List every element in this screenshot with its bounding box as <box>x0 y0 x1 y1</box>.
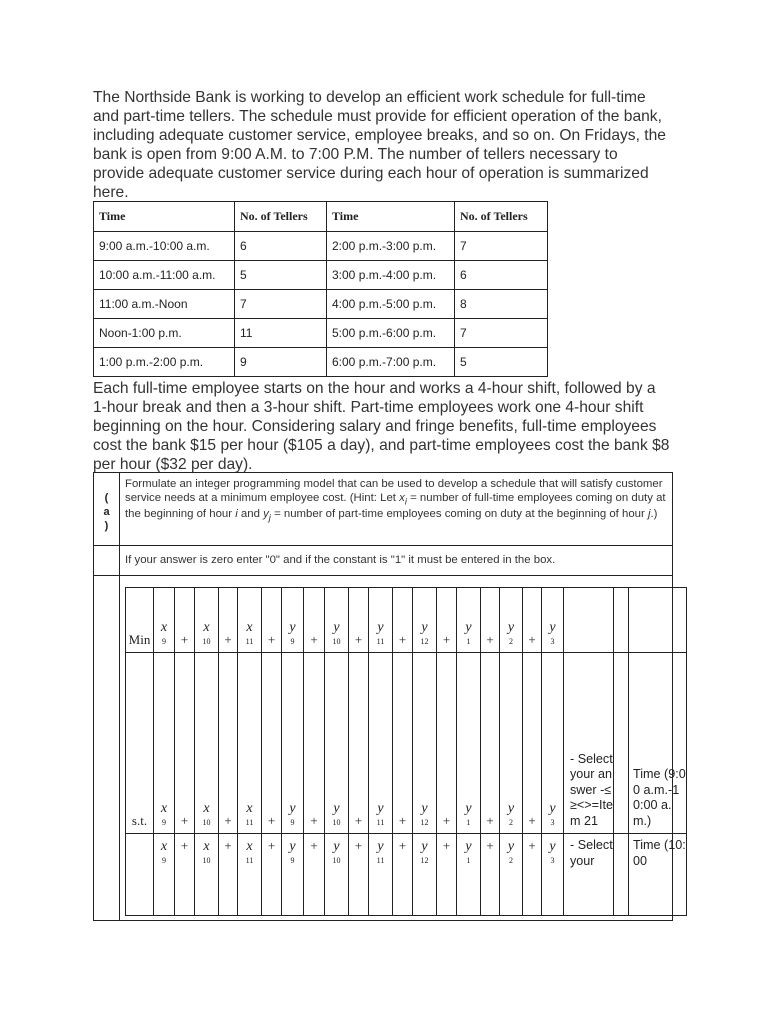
plus-cell <box>349 834 369 916</box>
label-char: ( <box>104 492 109 504</box>
var-symbol: y <box>549 801 556 816</box>
plus-cell <box>349 588 369 653</box>
plus-cell <box>349 653 369 834</box>
plus-cell <box>175 588 195 653</box>
var-symbol: y <box>549 620 556 635</box>
var-cell <box>369 653 393 834</box>
var-symbol: x <box>160 839 168 854</box>
plus-sign: + <box>398 632 407 647</box>
var-subscript: 11 <box>245 637 254 646</box>
empty-label-cell <box>94 576 120 921</box>
var-subscript: 9 <box>290 818 295 827</box>
plus-cell <box>393 588 413 653</box>
var-symbol: y <box>507 801 515 816</box>
model-cell <box>120 576 686 921</box>
var-subscript: 3 <box>550 818 555 827</box>
var-cell <box>154 834 175 916</box>
min-label <box>126 588 154 653</box>
question-label <box>94 473 120 546</box>
relation-select[interactable] <box>564 834 614 916</box>
plus-sign: + <box>310 813 318 828</box>
var-symbol: y <box>289 801 296 816</box>
table-row <box>94 261 548 290</box>
var-cell <box>325 588 349 653</box>
plus-sign: + <box>442 632 451 647</box>
empty-cell <box>126 834 154 916</box>
var-symbol: y <box>377 839 384 854</box>
empty-cell <box>629 588 687 653</box>
var-symbol: y <box>465 801 472 816</box>
table-row <box>94 348 548 377</box>
var-symbol: y <box>333 839 340 854</box>
time-cell: 4:00 p.m.-5:00 p.m. <box>327 290 455 319</box>
plus-cell <box>219 653 238 834</box>
plus-sign: + <box>310 632 318 647</box>
plus-cell <box>481 588 500 653</box>
var-cell <box>542 588 564 653</box>
var-symbol: x <box>203 839 210 854</box>
var-symbol: x <box>246 839 253 854</box>
tellers-cell: 5 <box>235 261 327 290</box>
time-cell: 1:00 p.m.-2:00 p.m. <box>94 348 235 377</box>
plus-cell <box>304 653 325 834</box>
plus-sign: + <box>224 813 232 828</box>
var-subscript: 10 <box>202 637 211 646</box>
var-symbol: y <box>421 620 428 635</box>
plus-sign: + <box>442 838 451 853</box>
var-i: i <box>235 508 238 521</box>
plus-cell <box>481 653 500 834</box>
plus-cell <box>304 588 325 653</box>
var-subscript: 11 <box>376 637 385 646</box>
question-table <box>93 472 686 921</box>
tellers-cell: 6 <box>455 261 548 290</box>
var-cell <box>282 653 304 834</box>
var-cell <box>238 653 262 834</box>
var-cell <box>238 834 262 916</box>
plus-cell <box>175 653 195 834</box>
var-symbol: y <box>289 839 296 854</box>
header-time: Time <box>327 202 455 232</box>
var-subscript: 9 <box>290 637 295 646</box>
var-cell <box>542 834 564 916</box>
time-cell: 11:00 a.m.-Noon <box>94 290 235 319</box>
tellers-cell: 8 <box>455 290 548 319</box>
var-cell <box>154 588 175 653</box>
table-row <box>94 319 548 348</box>
time-label-text: Time (10:00 <box>633 838 686 868</box>
time-cell: 10:00 a.m.-11:00 a.m. <box>94 261 235 290</box>
var-cell <box>369 588 393 653</box>
plus-sign: + <box>267 632 276 647</box>
plus-sign: + <box>442 813 451 828</box>
plus-cell <box>437 653 457 834</box>
var-subscript: 1 <box>466 856 471 865</box>
var-subscript: 12 <box>420 818 429 827</box>
var-symbol: y <box>549 839 556 854</box>
var-subscript: 3 <box>550 856 555 865</box>
plus-cell <box>219 588 238 653</box>
time-cell: 5:00 p.m.-6:00 p.m. <box>327 319 455 348</box>
var-cell <box>500 653 523 834</box>
var-subscript: 2 <box>509 856 513 865</box>
var-symbol: y <box>465 839 472 854</box>
var-subscript: 1 <box>466 818 471 827</box>
var-j: j <box>647 508 651 521</box>
var-cell <box>500 588 523 653</box>
relation-select-text[interactable]: - Select your <box>570 838 613 868</box>
plus-sign: + <box>354 813 363 828</box>
var-cell <box>282 588 304 653</box>
var-cell <box>542 653 564 834</box>
plus-sign: + <box>180 813 189 828</box>
var-cell <box>369 834 393 916</box>
var-subscript: 1 <box>466 637 471 646</box>
header-tellers: No. of Tellers <box>455 202 548 232</box>
intro-paragraph: The Northside Bank is working to develop an efficient work schedule for full-time and part-time tellers. The schedule must provide for efficient operation of the bank, including adequate customer service, employee breaks, and so on. On Fridays, the bank is open from 9:00 A.M. to 7:00 P.M. The number of tellers necessary to provide adequate customer service during each hour of operation is summarized here. <box>93 89 666 201</box>
var-cell <box>325 834 349 916</box>
var-symbol: y <box>377 801 384 816</box>
tellers-cell: 7 <box>455 232 548 261</box>
table-row <box>94 290 548 319</box>
time-cell: 6:00 p.m.-7:00 p.m. <box>327 348 455 377</box>
plus-sign: + <box>398 813 407 828</box>
sub-i: i <box>404 495 407 507</box>
var-subscript: 3 <box>550 637 555 646</box>
time-label <box>629 653 687 834</box>
var-cell <box>238 588 262 653</box>
var-symbol: x <box>203 801 210 816</box>
plus-sign: + <box>180 838 189 853</box>
plus-cell <box>262 588 282 653</box>
var-symbol: y <box>421 801 428 816</box>
var-symbol: y <box>465 620 472 635</box>
var-subscript: 9 <box>162 856 166 865</box>
var-symbol: x <box>203 620 210 635</box>
time-label <box>629 834 687 916</box>
empty-cell <box>614 834 629 916</box>
label-char: ) <box>104 520 109 532</box>
var-subscript: 10 <box>202 856 211 865</box>
tellers-cell: 6 <box>235 232 327 261</box>
plus-sign: + <box>267 813 276 828</box>
time-cell: 2:00 p.m.-3:00 p.m. <box>327 232 455 261</box>
question-text-part: and <box>237 508 264 521</box>
plus-sign: + <box>528 632 536 647</box>
var-subscript: 10 <box>332 818 341 827</box>
var-x: x <box>399 491 405 504</box>
plus-sign: + <box>354 632 363 647</box>
plus-cell <box>523 588 542 653</box>
table-row <box>94 232 548 261</box>
relation-select[interactable] <box>564 653 614 834</box>
tellers-cell: 7 <box>455 319 548 348</box>
time-cell: 9:00 a.m.-10:00 a.m. <box>94 232 235 261</box>
constraint-row <box>126 834 687 916</box>
var-cell <box>413 588 437 653</box>
tellers-cell: 9 <box>235 348 327 377</box>
var-subscript: 2 <box>509 818 513 827</box>
plus-sign: + <box>224 632 232 647</box>
plus-cell <box>523 834 542 916</box>
plus-sign: + <box>224 838 232 853</box>
var-cell <box>195 588 219 653</box>
var-cell <box>282 834 304 916</box>
tellers-header-row <box>94 202 548 232</box>
constraint-row <box>126 653 687 834</box>
plus-cell <box>393 653 413 834</box>
label-char: a <box>103 506 110 518</box>
var-cell <box>457 653 481 834</box>
plus-cell <box>262 653 282 834</box>
var-cell <box>413 653 437 834</box>
plus-sign: + <box>310 838 318 853</box>
plus-cell <box>219 834 238 916</box>
tellers-table <box>93 201 548 377</box>
plus-cell <box>175 834 195 916</box>
var-subscript: 9 <box>290 856 295 865</box>
var-cell <box>457 588 481 653</box>
min-text: Min <box>128 632 151 647</box>
plus-cell <box>523 653 542 834</box>
var-symbol: x <box>246 801 253 816</box>
plus-cell <box>481 834 500 916</box>
plus-sign: + <box>267 838 276 853</box>
var-subscript: 12 <box>420 856 429 865</box>
var-symbol: y <box>333 801 340 816</box>
empty-cell <box>614 653 629 834</box>
plus-cell <box>262 834 282 916</box>
question-text <box>120 473 673 546</box>
var-subscript: 12 <box>420 637 429 646</box>
var-cell <box>195 653 219 834</box>
objective-row <box>126 588 687 653</box>
time-cell: Noon-1:00 p.m. <box>94 319 235 348</box>
model-grid <box>125 587 687 916</box>
var-symbol: x <box>160 801 168 816</box>
shift-paragraph: Each full-time employee starts on the hour and works a 4-hour shift, followed by a 1-hour break and then a 3-hour shift. Part-time employees work one 4-hour shift beginning on the hour. Considering salary and fringe benefits, full-time employees cost the bank $15 per hour ($105 a day), and part-time employees cost the bank $8 per hour ($32 per day). <box>93 380 670 473</box>
var-subscript: 9 <box>162 637 166 646</box>
empty-cell <box>564 588 614 653</box>
st-text: s.t. <box>131 813 148 828</box>
var-symbol: y <box>421 839 428 854</box>
empty-cell <box>614 588 629 653</box>
time-cell: 3:00 p.m.-4:00 p.m. <box>327 261 455 290</box>
plus-sign: + <box>486 632 494 647</box>
var-symbol: y <box>507 620 515 635</box>
empty-label-cell <box>94 546 120 576</box>
plus-sign: + <box>180 632 189 647</box>
question-text-part: = number of full-time employees coming on duty at the beginning of hour <box>125 491 666 521</box>
var-cell <box>500 834 523 916</box>
st-label <box>126 653 154 834</box>
plus-sign: + <box>354 838 363 853</box>
plus-cell <box>437 588 457 653</box>
var-symbol: x <box>160 620 168 635</box>
var-subscript: 11 <box>376 856 385 865</box>
var-y: y <box>263 508 269 521</box>
var-symbol: x <box>246 620 253 635</box>
var-symbol: y <box>289 620 296 635</box>
relation-select-text[interactable]: - Select your answer -≤≥<>=Item 21 <box>570 751 613 828</box>
header-time: Time <box>94 202 235 232</box>
var-cell <box>195 834 219 916</box>
var-cell <box>457 834 481 916</box>
var-subscript: 11 <box>376 818 385 827</box>
header-tellers: No. of Tellers <box>235 202 327 232</box>
plus-sign: + <box>528 838 536 853</box>
var-symbol: y <box>377 620 384 635</box>
var-cell <box>154 653 175 834</box>
var-cell <box>325 653 349 834</box>
plus-cell <box>393 834 413 916</box>
var-subscript: 2 <box>509 637 513 646</box>
sub-j: j <box>268 512 271 524</box>
instruction-note: If your answer is zero enter "0" and if the constant is "1" it must be entered in the box. <box>120 546 673 576</box>
question-text-part: = number of part-time employees coming on duty at the beginning of hour <box>270 508 648 521</box>
tellers-cell: 7 <box>235 290 327 319</box>
var-subscript: 10 <box>332 856 341 865</box>
tellers-cell: 11 <box>235 319 327 348</box>
plus-sign: + <box>486 813 494 828</box>
plus-cell <box>304 834 325 916</box>
var-symbol: y <box>507 839 515 854</box>
time-label-text: Time (9:00 a.m.-10:00 a.m.) <box>633 767 686 828</box>
var-subscript: 11 <box>245 818 254 827</box>
var-symbol: y <box>333 620 340 635</box>
plus-cell <box>437 834 457 916</box>
plus-sign: + <box>398 838 407 853</box>
var-subscript: 9 <box>162 818 166 827</box>
var-cell <box>413 834 437 916</box>
question-text-part: Formulate an integer programming model that can be used to develop a schedule that will satisfy customer service needs at a minimum employee cost. (Hint: Let <box>125 478 663 504</box>
var-subscript: 10 <box>202 818 211 827</box>
question-text-part: .) <box>650 508 658 521</box>
tellers-cell: 5 <box>455 348 548 377</box>
plus-sign: + <box>528 813 536 828</box>
var-subscript: 11 <box>245 856 254 865</box>
var-subscript: 10 <box>332 637 341 646</box>
plus-sign: + <box>486 838 494 853</box>
